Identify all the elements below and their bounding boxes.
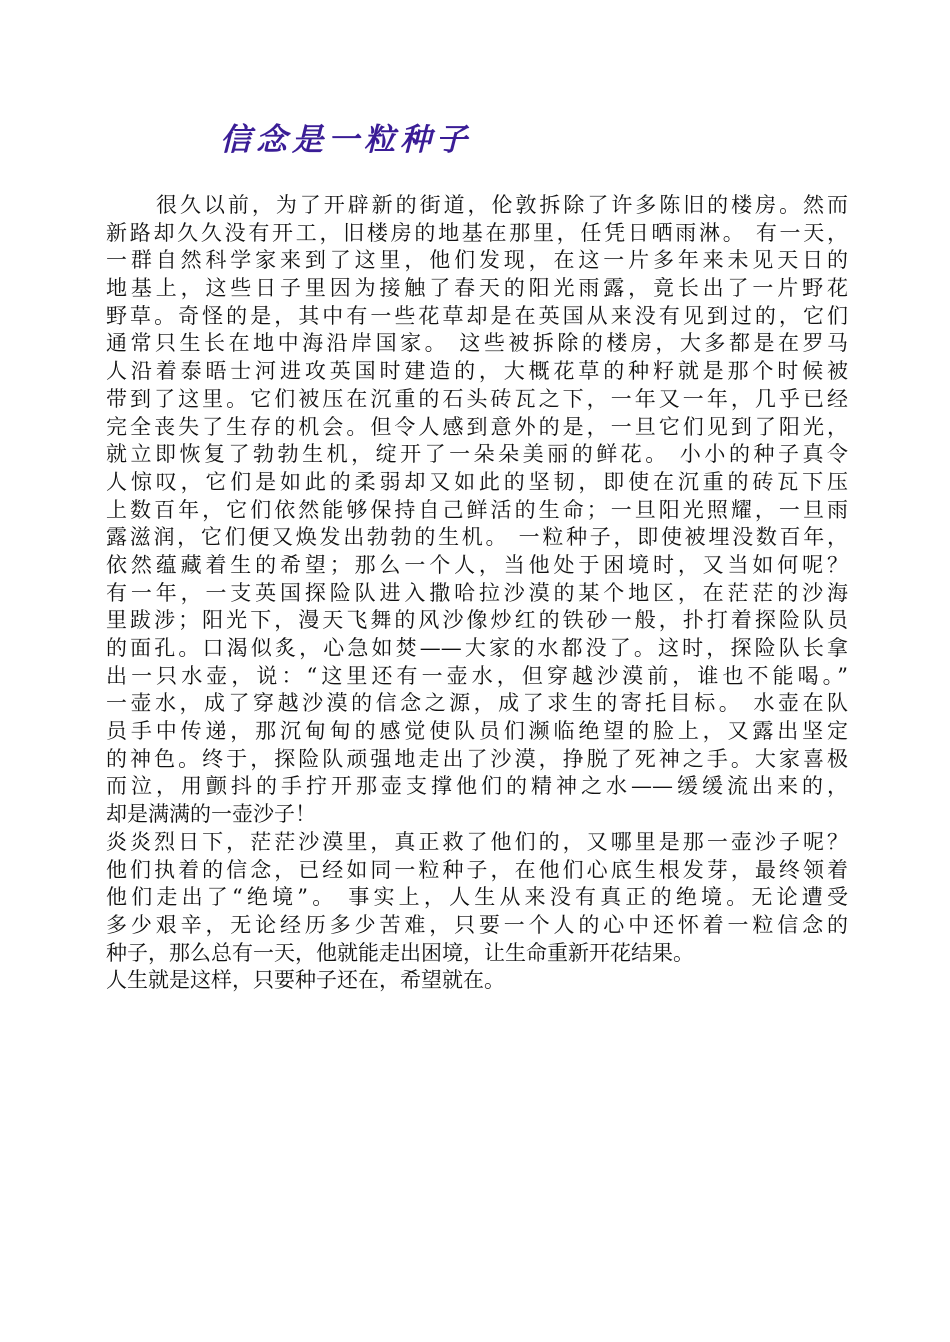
text-line: 完全丧失了生存的机会。但令人感到意外的是，一旦它们见到了阳光，: [106, 414, 848, 439]
text-line: 通常只生长在地中海沿岸国家。 这些被拆除的楼房，大多都是在罗马: [106, 331, 848, 356]
text-line: 而泣，用颤抖的手拧开那壶支撑他们的精神之水——缓缓流出来的，: [106, 774, 848, 799]
text-line: 地基上，这些日子里因为接触了春天的阳光雨露，竟长出了一片野花: [106, 276, 848, 301]
text-line: 有一年，一支英国探险队进入撒哈拉沙漠的某个地区，在茫茫的沙海: [106, 580, 848, 605]
text-line: 上数百年，它们依然能够保持自己鲜活的生命；一旦阳光照耀，一旦雨: [106, 497, 848, 522]
text-line: 露滋润，它们便又焕发出勃勃的生机。 一粒种子，即使被埋没数百年，: [106, 525, 848, 550]
text-line: 出一只水壶，说：“这里还有一壶水，但穿越沙漠前，谁也不能喝。”: [106, 663, 848, 688]
text-line: 人沿着泰晤士河进攻英国时建造的，大概花草的种籽就是那个时候被: [106, 359, 848, 384]
text-line: 人惊叹，它们是如此的柔弱却又如此的坚韧，即使在沉重的砖瓦下压: [106, 469, 848, 494]
text-line: 很久以前，为了开辟新的街道，伦敦拆除了许多陈旧的楼房。然而: [156, 193, 848, 217]
text-line: 人生就是这样，只要种子还在，希望就在。: [106, 968, 505, 993]
text-line: 员手中传递，那沉甸甸的感觉使队员们濒临绝望的脸上，又露出坚定: [106, 719, 848, 744]
text-line: 一群自然科学家来到了这里，他们发现，在这一片多年来未见天日的: [106, 248, 848, 273]
article-body: [106, 192, 848, 995]
text-line: 种子，那么总有一天，他就能走出困境，让生命重新开花结果。: [106, 940, 694, 965]
document-title: 信念是一粒种子: [220, 122, 472, 158]
text-line: 就立即恢复了勃勃生机，绽开了一朵朵美丽的鲜花。 小小的种子真令: [106, 442, 848, 467]
text-line: 却是满满的一壶沙子！: [106, 802, 316, 827]
text-line: 他们走出了“绝境”。 事实上，人生从来没有真正的绝境。无论遭受: [106, 885, 848, 910]
text-line: 他们执着的信念，已经如同一粒种子，在他们心底生根发芽，最终领着: [106, 857, 848, 882]
text-line: 带到了这里。它们被压在沉重的石头砖瓦之下，一年又一年，几乎已经: [106, 386, 848, 411]
text-line: 新路却久久没有开工，旧楼房的地基在那里，任凭日晒雨淋。 有一天，: [106, 220, 848, 245]
text-line: 的面孔。口渴似炙，心急如焚——大家的水都没了。这时，探险队长拿: [106, 636, 848, 660]
text-line: 依然蕴藏着生的希望；那么一个人，当他处于困境时，又当如何呢？: [106, 552, 848, 577]
text-line: 的神色。终于，探险队顽强地走出了沙漠，挣脱了死神之手。大家喜极: [106, 746, 848, 771]
text-line: 野草。奇怪的是，其中有一些花草却是在英国从来没有见到过的，它们: [106, 303, 848, 328]
text-line: 多少艰辛，无论经历多少苦难，只要一个人的心中还怀着一粒信念的: [106, 912, 848, 937]
text-line: 一壶水，成了穿越沙漠的信念之源，成了求生的寄托目标。 水壶在队: [106, 691, 848, 716]
text-line: 里跋涉；阳光下，漫天飞舞的风沙像炒红的铁砂一般，扑打着探险队员: [106, 608, 848, 633]
text-line: 炎炎烈日下，茫茫沙漠里，真正救了他们的，又哪里是那一壶沙子呢？: [106, 829, 848, 854]
